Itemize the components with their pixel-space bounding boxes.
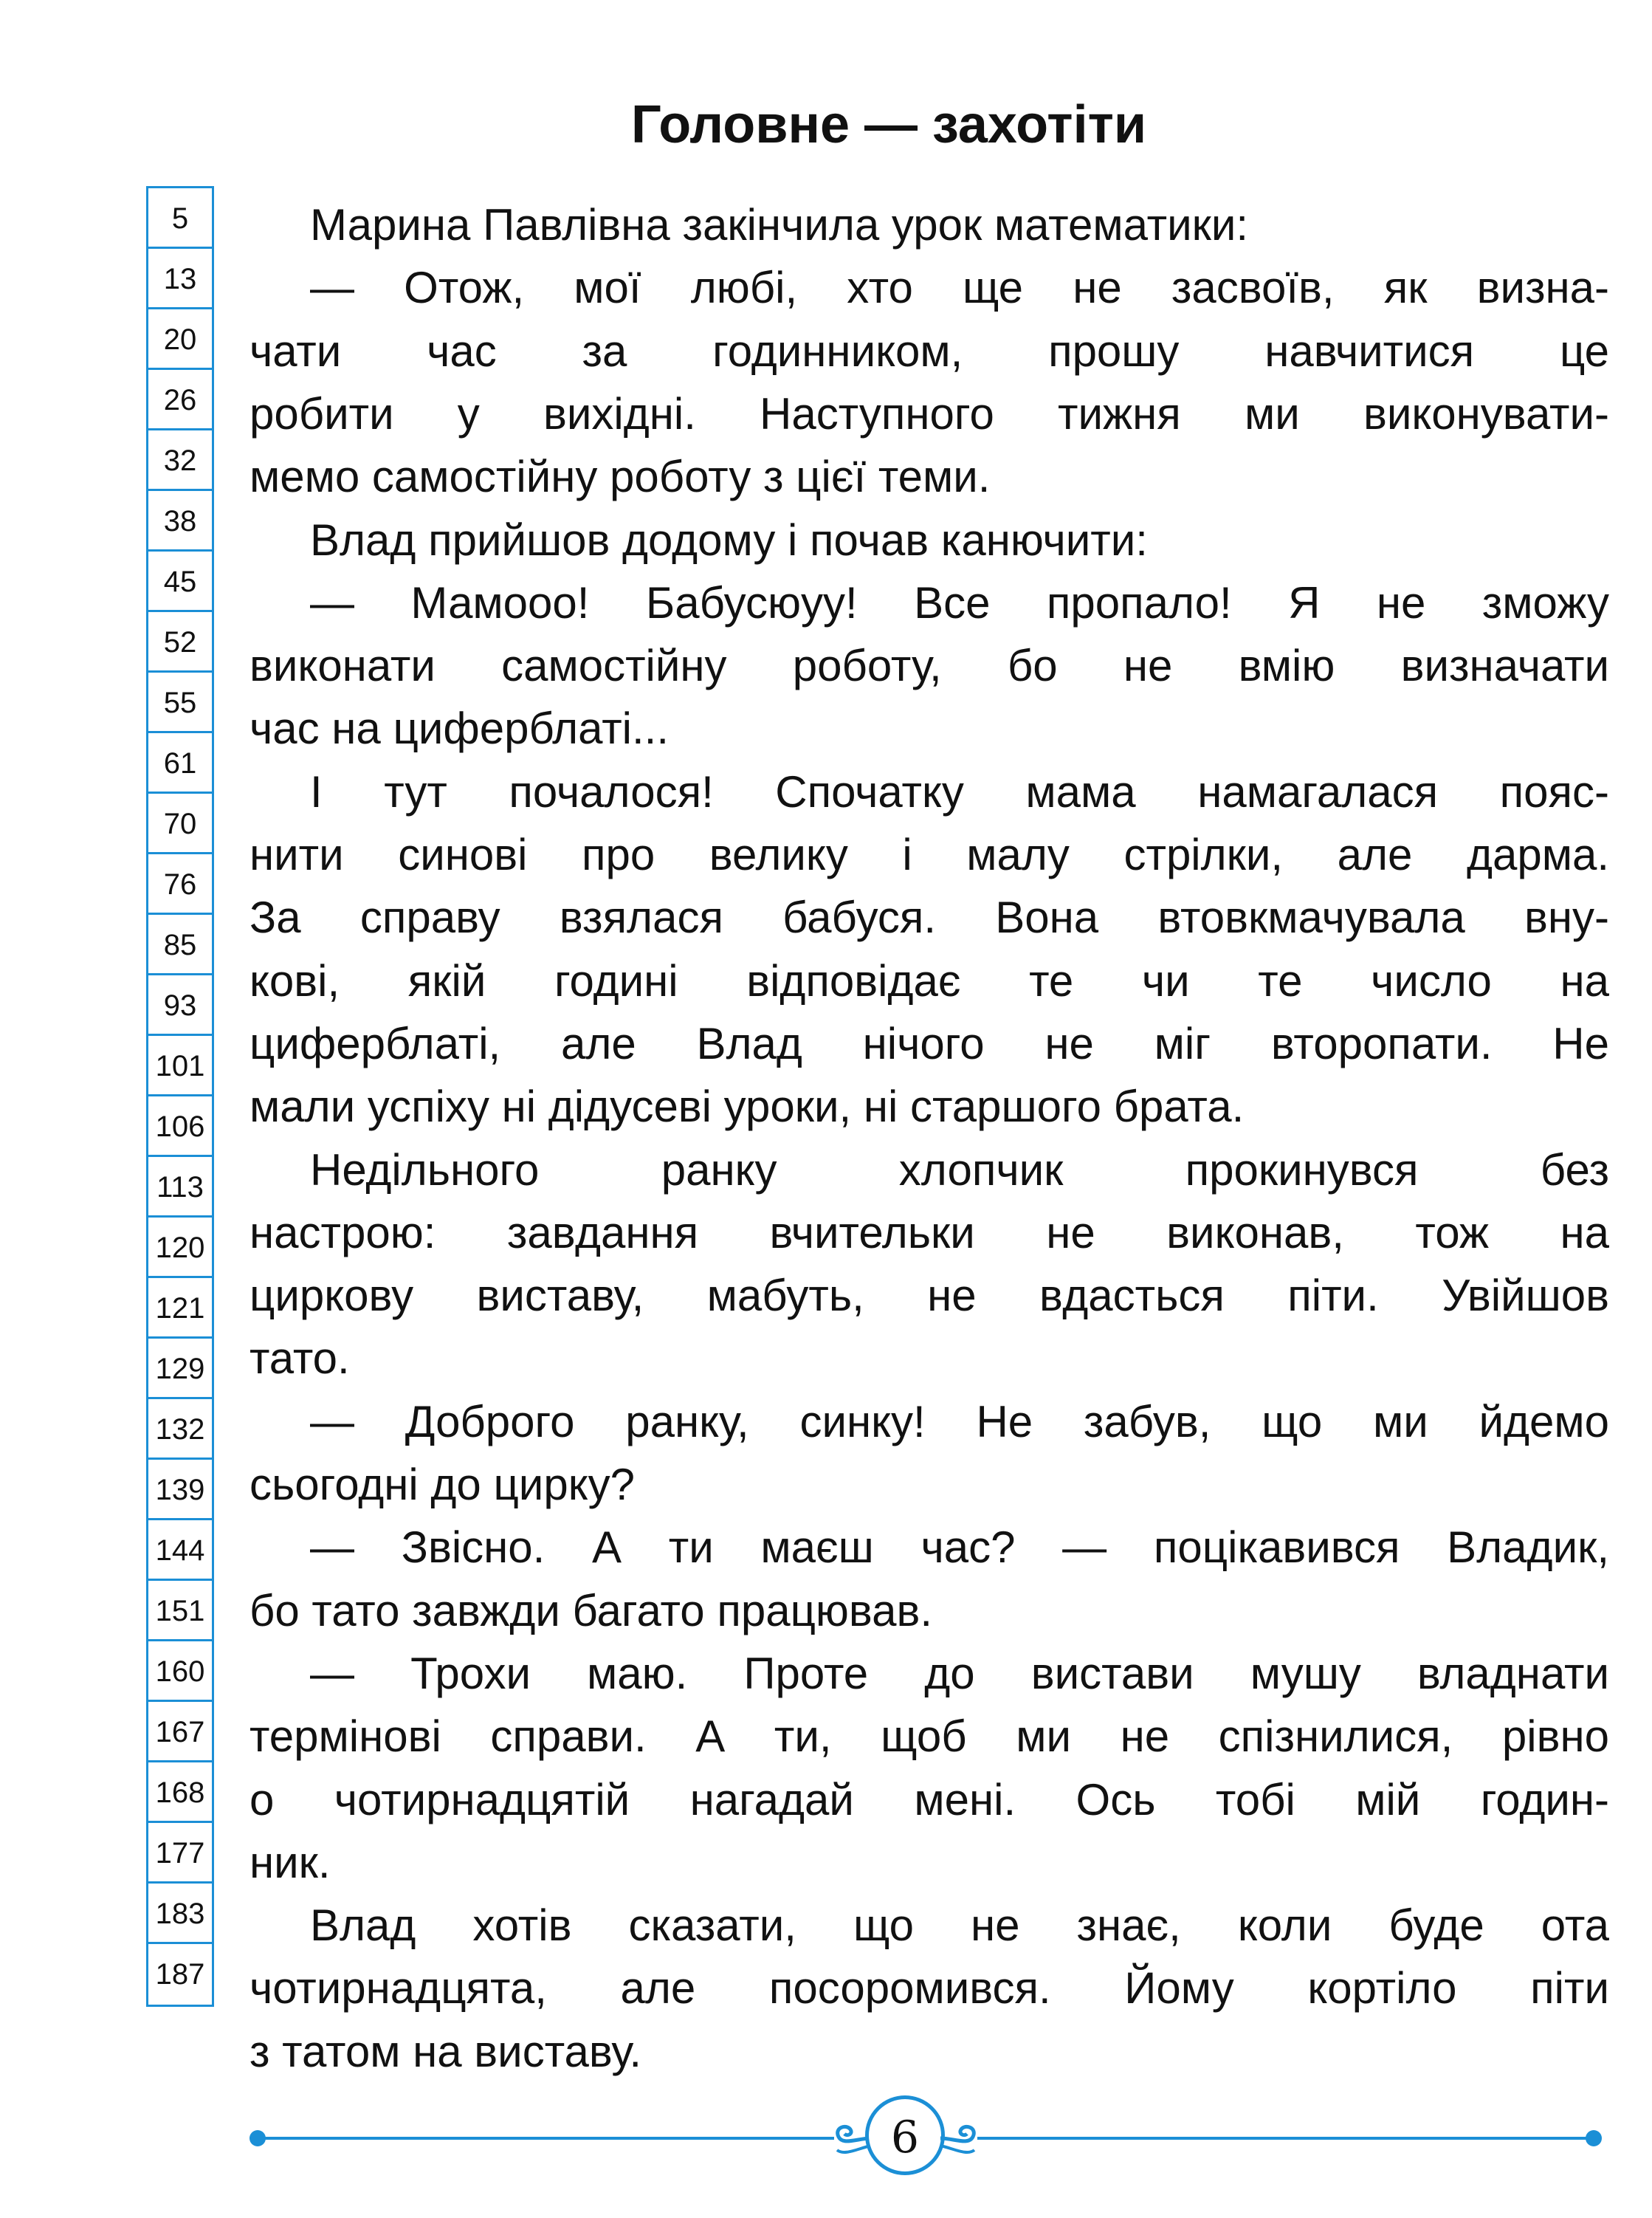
word-count-cell: 61 (148, 733, 212, 794)
text-line: мемо самостійну роботу з цієї теми. (249, 452, 991, 502)
word-count-cell: 168 (148, 1762, 212, 1823)
text-line: Недільного ранку хлопчик прокинувся без (310, 1144, 1609, 1195)
text-line: За справу взялася бабуся. Вона втовкмачувала вну- (249, 893, 1609, 943)
text-line: І тут почалося! Спочатку мама намагалася пояс- (310, 766, 1609, 817)
text-line: настрою: завдання вчительки не виконав, тож на (249, 1207, 1609, 1257)
text-line: робити у вихідні. Наступного тижня ми виконувати- (249, 388, 1609, 439)
text-line: чотирнадцята, але посоромився. Йому кортіло піти (249, 1963, 1609, 2013)
text-line: мали успіху ні дідусеві уроки, ні старшого брата. (249, 1082, 1245, 1132)
word-count-cell: 167 (148, 1702, 212, 1762)
text-line: сьогодні до цирку? (249, 1460, 635, 1509)
text-line: — Звісно. А ти маєш час? — поцікавився Владик, (310, 1522, 1609, 1573)
text-line: бо тато завжди багато працював. (249, 1585, 933, 1635)
word-count-cell: 38 (148, 491, 212, 552)
text-line: час на циферблаті... (249, 704, 670, 754)
word-count-cell: 5 (148, 188, 212, 249)
word-count-cell: 160 (148, 1641, 212, 1702)
text-line: Марина Павлівна закінчила урок математики: (310, 200, 1249, 250)
word-count-cell: 32 (148, 430, 212, 491)
word-count-cell: 20 (148, 309, 212, 370)
word-count-cell: 55 (148, 673, 212, 733)
word-count-cell: 93 (148, 975, 212, 1036)
word-count-cell: 85 (148, 915, 212, 975)
footer-line-right (977, 2137, 1587, 2140)
word-count-cell: 177 (148, 1823, 212, 1884)
word-count-cell: 132 (148, 1399, 212, 1460)
word-count-cell: 120 (148, 1218, 212, 1278)
text-line: о чотирнадцятій нагадай мені. Ось тобі мій годин- (249, 1774, 1609, 1824)
word-count-cell: 144 (148, 1520, 212, 1581)
text-line: циркову виставу, мабуть, не вдасться піти. Увійшов (249, 1271, 1609, 1321)
word-count-cell: 151 (148, 1581, 212, 1641)
word-count-cell: 183 (148, 1884, 212, 1944)
word-count-cell: 13 (148, 249, 212, 309)
text-line: виконати самостійну роботу, бо не вмію визначати (249, 641, 1609, 691)
word-count-cell: 129 (148, 1339, 212, 1399)
footer-line-left (258, 2137, 834, 2140)
text-line: тато. (249, 1333, 350, 1384)
word-count-cell: 187 (155, 1958, 205, 1991)
text-line: циферблаті, але Влад нічого не міг второпати. Не (249, 1018, 1609, 1068)
word-count-cell: 106 (148, 1096, 212, 1157)
page-number: 6 (865, 2095, 945, 2175)
word-count-cell: 45 (148, 552, 212, 612)
word-count-column (146, 186, 214, 2007)
word-count-cell: 70 (148, 794, 212, 854)
text-line: нити синові про велику і малу стрілки, але дарма. (249, 830, 1609, 879)
word-count-cell: 121 (148, 1278, 212, 1339)
word-count-cell: 139 (148, 1460, 212, 1520)
word-count-cell: 113 (148, 1157, 212, 1218)
text-line: чати час за годинником, прошу навчитися це (249, 326, 1609, 376)
text-line: — Отож, мої любі, хто ще не засвоїв, як визна- (310, 263, 1609, 313)
text-line: кові, якій годині відповідає те чи те число на (249, 955, 1609, 1006)
word-count-cell: 52 (148, 612, 212, 673)
text-line: Влад прийшов додому і почав канючити: (310, 515, 1148, 565)
text-line: — Доброго ранку, синку! Не забув, що ми йдемо (310, 1396, 1609, 1446)
text-line: термінові справи. А ти, щоб ми не спізнилися, рівно (249, 1711, 1609, 1762)
text-line: — Трохи маю. Проте до вистави мушу владнати (310, 1648, 1609, 1698)
word-count-cell: 76 (148, 854, 212, 915)
text-line: — Мамооо! Бабусюуу! Все пропало! Я не зможу (310, 577, 1609, 628)
text-line: з татом на виставу. (249, 2026, 642, 2076)
story-title: Головне — захотіти (631, 95, 1147, 154)
footer-dot-right (1586, 2130, 1602, 2146)
word-count-cell: 101 (148, 1036, 212, 1096)
text-line: Влад хотів сказати, що не знає, коли буде ота (310, 1901, 1609, 1951)
text-line: ник. (249, 1837, 331, 1887)
word-count-cell: 26 (148, 370, 212, 430)
swirl-ornament-right-icon (939, 2104, 983, 2163)
